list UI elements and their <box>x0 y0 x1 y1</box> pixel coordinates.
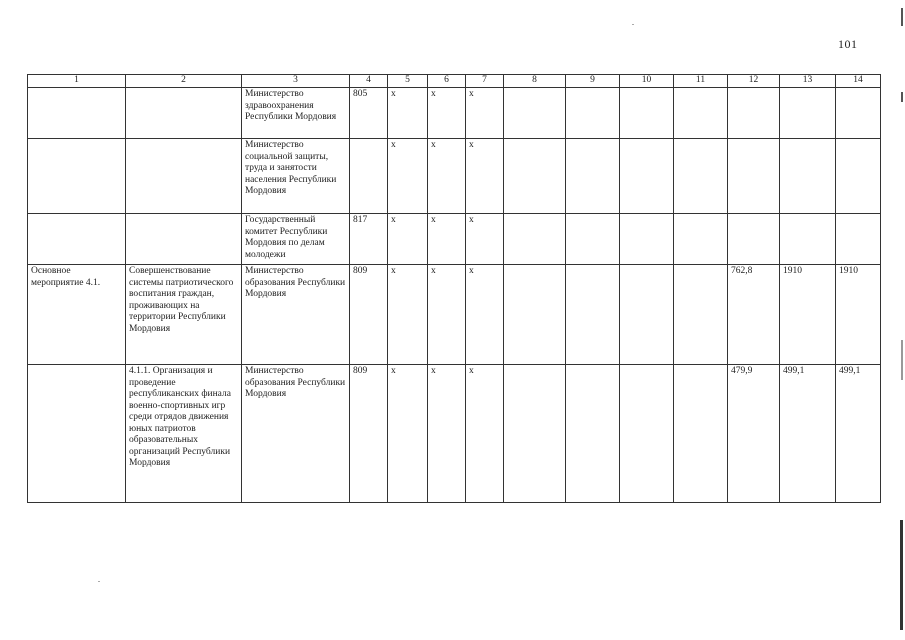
cell-col6: х <box>428 365 466 503</box>
cell-col6: х <box>428 139 466 214</box>
cell-col9 <box>566 214 620 265</box>
cell-col11 <box>674 214 728 265</box>
cell-col7: х <box>466 265 504 365</box>
cell-col11 <box>674 265 728 365</box>
header-col-9: 9 <box>566 75 620 88</box>
cell-col6: х <box>428 88 466 139</box>
cell-col6: х <box>428 265 466 365</box>
cell-col13: 1910 <box>780 265 836 365</box>
cell-description: Совершенствование системы патриотического воспитания граждан, проживающих на территории Республики Мордовия <box>126 265 242 365</box>
table-body <box>28 88 881 503</box>
cell-col7: х <box>466 365 504 503</box>
cell-col13 <box>780 88 836 139</box>
cell-col14 <box>836 214 881 265</box>
cell-col5: х <box>388 88 428 139</box>
table-header <box>28 75 881 88</box>
cell-description: 4.1.1. Организация и проведение республиканских финала военно-спортивных игр среди отрядов движения юных патриотов образовательных организаций Республики Мордовия <box>126 365 242 503</box>
cell-col8 <box>504 88 566 139</box>
cell-activity <box>28 365 126 503</box>
cell-col10 <box>620 214 674 265</box>
cell-code: 809 <box>350 265 388 365</box>
table-row <box>28 139 881 214</box>
table-row <box>28 214 881 265</box>
header-row <box>28 75 881 88</box>
cell-col11 <box>674 365 728 503</box>
scan-speck <box>98 581 100 582</box>
cell-col9 <box>566 139 620 214</box>
header-col-6: 6 <box>428 75 466 88</box>
cell-col12: 762,8 <box>728 265 780 365</box>
cell-col12: 479,9 <box>728 365 780 503</box>
header-col-14: 14 <box>836 75 881 88</box>
cell-col7: х <box>466 214 504 265</box>
header-col-11: 11 <box>674 75 728 88</box>
header-col-12: 12 <box>728 75 780 88</box>
cell-activity <box>28 214 126 265</box>
cell-col5: х <box>388 214 428 265</box>
table-row <box>28 265 881 365</box>
cell-col9 <box>566 88 620 139</box>
scan-speck <box>632 24 634 25</box>
cell-code: 805 <box>350 88 388 139</box>
header-col-13: 13 <box>780 75 836 88</box>
header-col-3: 3 <box>242 75 350 88</box>
cell-activity <box>28 88 126 139</box>
cell-col8 <box>504 139 566 214</box>
cell-code: 817 <box>350 214 388 265</box>
cell-col12 <box>728 214 780 265</box>
cell-code: 809 <box>350 365 388 503</box>
header-col-2: 2 <box>126 75 242 88</box>
header-col-1: 1 <box>28 75 126 88</box>
cell-description <box>126 88 242 139</box>
cell-col11 <box>674 139 728 214</box>
cell-activity <box>28 139 126 214</box>
header-col-8: 8 <box>504 75 566 88</box>
cell-col8 <box>504 214 566 265</box>
cell-col12 <box>728 139 780 214</box>
cell-col13 <box>780 139 836 214</box>
table-row <box>28 365 881 503</box>
cell-col5: х <box>388 365 428 503</box>
cell-col14 <box>836 139 881 214</box>
header-col-5: 5 <box>388 75 428 88</box>
cell-col8 <box>504 365 566 503</box>
cell-col14: 499,1 <box>836 365 881 503</box>
cell-code <box>350 139 388 214</box>
cell-col5: х <box>388 139 428 214</box>
cell-col6: х <box>428 214 466 265</box>
cell-executor: Министерство образования Республики Мордовия <box>242 365 350 503</box>
cell-col10 <box>620 365 674 503</box>
cell-description <box>126 139 242 214</box>
cell-col10 <box>620 139 674 214</box>
cell-col7: х <box>466 139 504 214</box>
scan-edge-artifact <box>899 0 903 640</box>
cell-col8 <box>504 265 566 365</box>
cell-col7: х <box>466 88 504 139</box>
cell-executor: Министерство социальной защиты, труда и занятости населения Республики Мордовия <box>242 139 350 214</box>
cell-description <box>126 214 242 265</box>
cell-col14 <box>836 88 881 139</box>
header-col-4: 4 <box>350 75 388 88</box>
cell-col12 <box>728 88 780 139</box>
table-row <box>28 88 881 139</box>
budget-table <box>27 74 881 503</box>
cell-col9 <box>566 365 620 503</box>
cell-col9 <box>566 265 620 365</box>
header-col-10: 10 <box>620 75 674 88</box>
cell-executor: Министерство образования Республики Мордовия <box>242 265 350 365</box>
cell-col10 <box>620 88 674 139</box>
cell-executor: Министерство здравоохранения Республики Мордовия <box>242 88 350 139</box>
cell-executor: Государственный комитет Республики Мордовия по делам молодежи <box>242 214 350 265</box>
cell-col13 <box>780 214 836 265</box>
cell-col10 <box>620 265 674 365</box>
cell-col5: х <box>388 265 428 365</box>
header-col-7: 7 <box>466 75 504 88</box>
cell-activity: Основное мероприятие 4.1. <box>28 265 126 365</box>
cell-col13: 499,1 <box>780 365 836 503</box>
cell-col11 <box>674 88 728 139</box>
cell-col14: 1910 <box>836 265 881 365</box>
page-number: 101 <box>838 37 858 51</box>
